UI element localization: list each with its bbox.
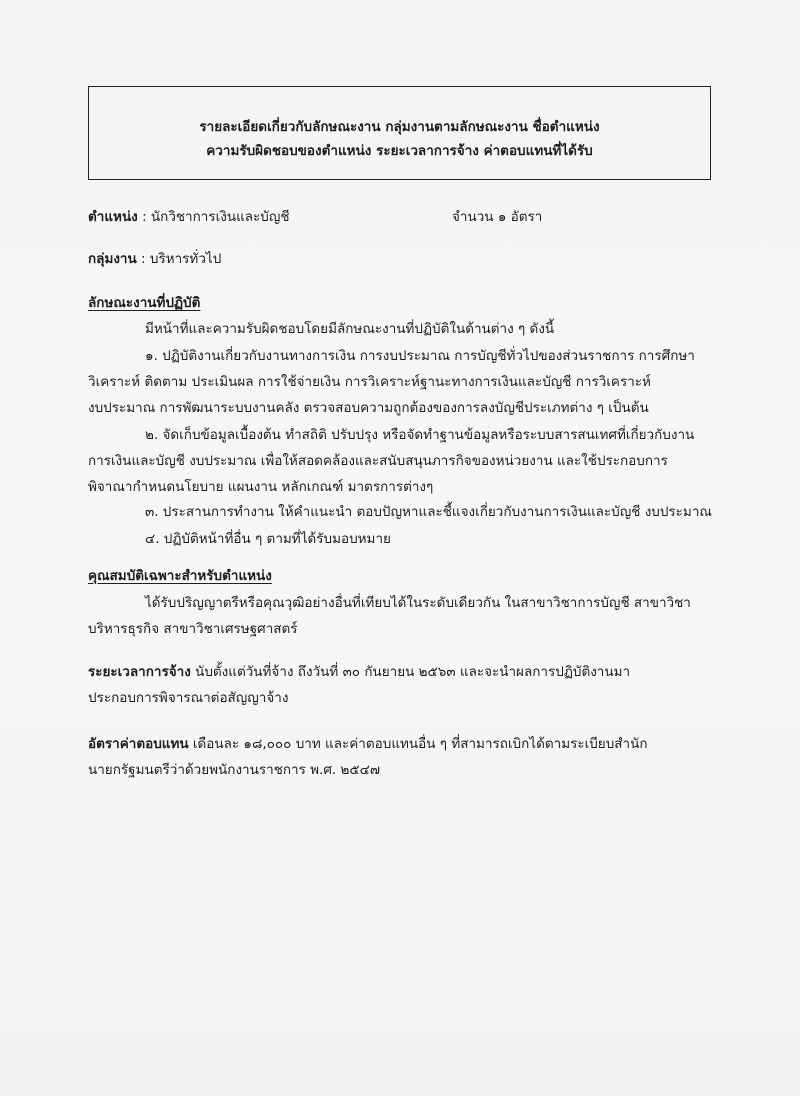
- position-label: ตำแหน่ง: [88, 209, 138, 225]
- qualifications-heading: คุณสมบัติเฉพาะสำหรับตำแหน่ง: [88, 568, 272, 584]
- duties-line: ๑. ปฏิบัติงานเกี่ยวกับงานทางการเงิน การงบประมาณ การบัญชีทั่วไปของส่วนราชการ การศึกษา: [145, 348, 695, 364]
- duties-line: ๒. จัดเก็บข้อมูลเบื้องต้น ทำสถิติ ปรับปรุง หรือจัดทำฐานข้อมูลหรือระบบสารสนเทศที่เกี่ยวกับงาน: [145, 427, 695, 443]
- duties-line: ๔. ปฏิบัติหน้าที่อื่น ๆ ตามที่ได้รับมอบหมาย: [145, 531, 391, 547]
- term-text: นับตั้งแต่วันที่จ้าง ถึงวันที่ ๓๐ กันยายน ๒๕๖๓ และจะนำผลการปฏิบัติงานมา: [190, 664, 631, 680]
- title-line-2: ความรับผิดชอบของตำแหน่ง ระยะเวลาการจ้าง ค่าตอบแทนที่ได้รับ: [206, 143, 593, 159]
- pay-label: อัตราค่าตอบแทน: [88, 736, 189, 752]
- term-row: [88, 662, 630, 682]
- position-row: [88, 207, 290, 227]
- duties-line: วิเคราะห์ ติดตาม ประเมินผล การใช้จ่ายเงิน การวิเคราะห์ฐานะทางการเงินและบัญชี การวิเคราะห์: [88, 374, 651, 390]
- pay-row: [88, 734, 648, 754]
- group-label: กลุ่มงาน: [88, 251, 137, 267]
- term-line-2: ประกอบการพิจารณาต่อสัญญาจ้าง: [88, 690, 289, 706]
- term-label: ระยะเวลาการจ้าง: [88, 664, 191, 680]
- duties-line: ๓. ประสานการทำงาน ให้คำแนะนำ ตอบปัญหาและชี้แจงเกี่ยวกับงานการเงินและบัญชี งบประมาณ: [145, 504, 712, 520]
- qualifications-line: ได้รับปริญญาตรีหรือคุณวุฒิอย่างอื่นที่เทียบได้ในระดับเดียวกัน ในสาขาวิชาการบัญชี สาขาวิชา: [145, 595, 691, 611]
- title-box: [88, 86, 711, 180]
- duties-line: พิจาณากำหนดนโยบาย แผนงาน หลักเกณฑ์ มาตรการต่างๆ: [88, 479, 434, 495]
- qualifications-line: บริหารธุรกิจ สาขาวิชาเศรษฐศาสตร์: [88, 621, 298, 637]
- duties-heading: ลักษณะงานที่ปฏิบัติ: [88, 295, 201, 311]
- pay-text: เดือนละ ๑๘,๐๐๐ บาท และค่าตอบแทนอื่น ๆ ที่สามารถเบิกได้ตามระเบียบสำนัก: [188, 736, 648, 752]
- duties-intro: มีหน้าที่และความรับผิดชอบโดยมีลักษณะงานที่ปฏิบัติในด้านต่าง ๆ ดังนี้: [145, 321, 555, 337]
- position-value: : นักวิชาการเงินและบัญชี: [137, 209, 290, 225]
- duties-line: งบประมาณ การพัฒนาระบบงานคลัง ตรวจสอบความถูกต้องของการลงบัญชีประเภทต่าง ๆ เป็นต้น: [88, 400, 649, 416]
- duties-line: การเงินและบัญชี งบประมาณ เพื่อให้สอดคล้องและสนับสนุนภารกิจของหน่วยงาน และใช้ประกอบการ: [88, 453, 668, 469]
- pay-line-2: นายกรัฐมนตรีว่าด้วยพนักงานราชการ พ.ศ. ๒๕๔๗: [88, 762, 380, 778]
- title-line-1: รายละเอียดเกี่ยวกับลักษณะงาน กลุ่มงานตามลักษณะงาน ชื่อตำแหน่ง: [199, 119, 600, 135]
- position-count: จำนวน ๑ อัตรา: [452, 209, 543, 225]
- group-row: [88, 249, 221, 269]
- group-value: : บริหารทั่วไป: [136, 251, 222, 267]
